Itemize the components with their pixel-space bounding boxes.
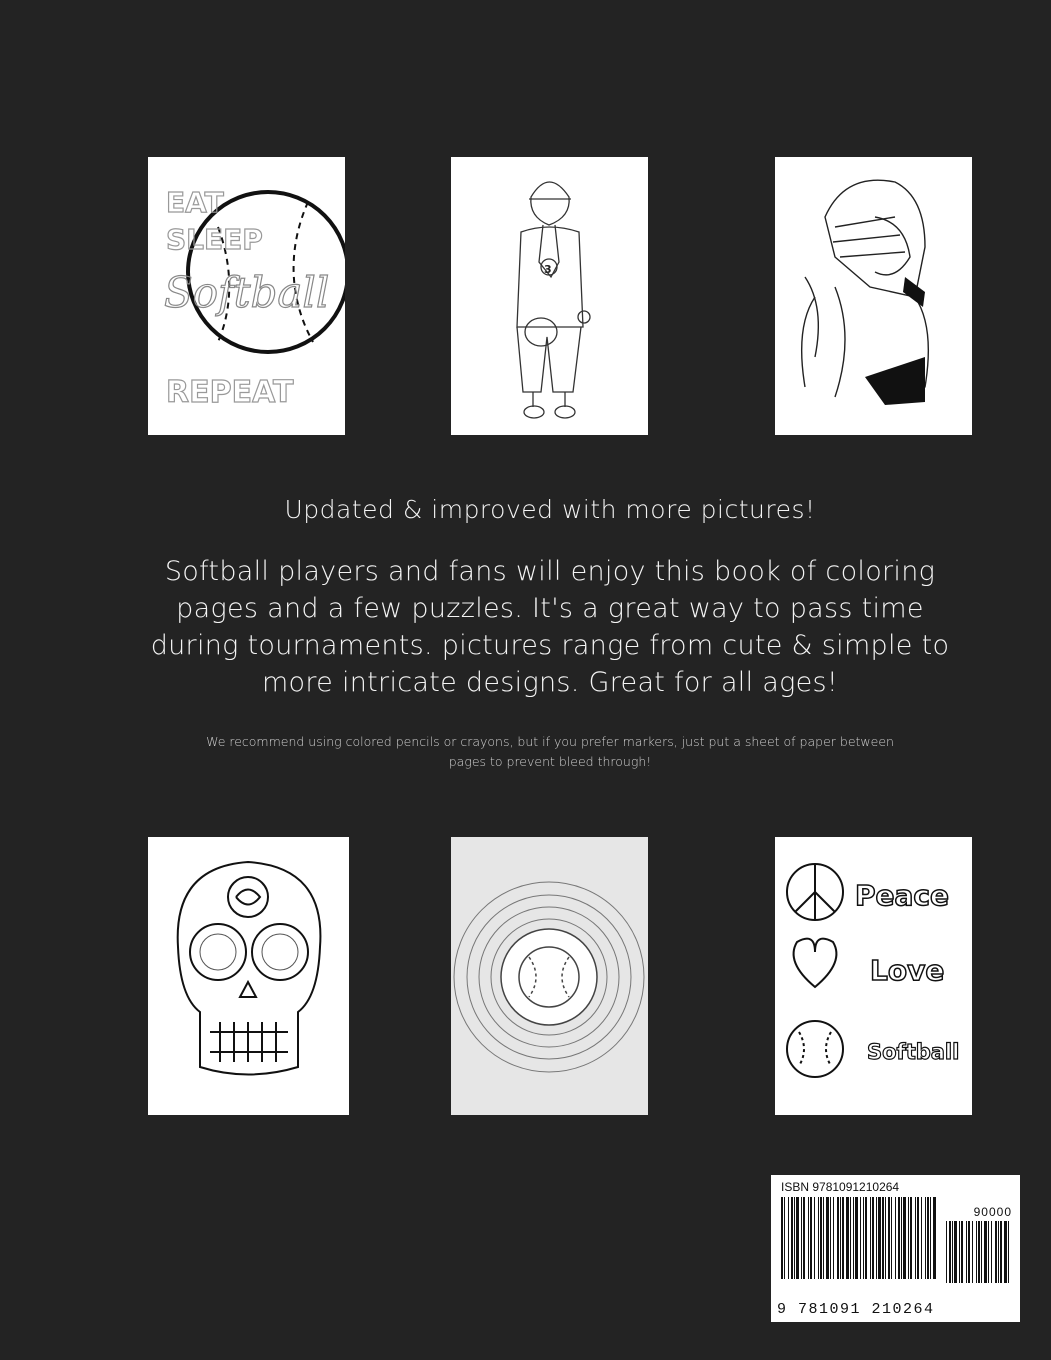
barcode-bar — [1004, 1221, 1007, 1283]
eat-word: EAT — [166, 186, 224, 219]
barcode-bar — [872, 1197, 874, 1279]
barcode-bar — [863, 1197, 864, 1279]
barcode-bar — [814, 1197, 815, 1279]
barcode-bar — [796, 1197, 799, 1279]
isbn-barcode — [771, 1175, 1020, 1322]
barcode-bar — [833, 1197, 834, 1279]
repeat-word: REPEAT — [166, 375, 294, 410]
barcode-bar — [917, 1197, 919, 1279]
peace-word: Peace — [855, 879, 949, 912]
barcode-bar — [991, 1221, 992, 1283]
barcode-bar — [903, 1197, 906, 1279]
barcode-bar — [988, 1221, 989, 1283]
barcode-bar — [1000, 1221, 1002, 1283]
barcode-bar — [850, 1197, 851, 1279]
love-word: Love — [870, 954, 945, 987]
barcode-bar — [961, 1221, 963, 1283]
barcode-bar — [837, 1197, 839, 1279]
barcode-bar — [853, 1197, 854, 1279]
jersey-number: 3 — [544, 263, 552, 276]
barcode-bar — [930, 1197, 931, 1279]
price-code: 90000 — [973, 1205, 1012, 1219]
softball-script-word: Softball — [164, 268, 330, 317]
barcode-bar — [876, 1197, 877, 1279]
peace-love-softball-thumbnail — [775, 837, 972, 1115]
barcode-bar — [794, 1197, 795, 1279]
barcode-bar — [978, 1221, 980, 1283]
barcode-bar — [910, 1197, 912, 1279]
barcode-bar — [791, 1197, 793, 1279]
barcode-bar — [898, 1197, 900, 1279]
barcode-bar — [888, 1197, 890, 1279]
barcode-bar — [878, 1197, 881, 1279]
barcode-bar — [927, 1197, 929, 1279]
barcode-bar — [998, 1221, 999, 1283]
barcode-bar — [921, 1197, 922, 1279]
barcode-bar — [842, 1197, 844, 1279]
barcode-bar — [895, 1197, 896, 1279]
barcode-bars — [775, 1195, 1016, 1303]
barcode-bar — [808, 1197, 809, 1279]
headline: Updated & improved with more pictures! — [284, 495, 816, 524]
barcode-bar — [820, 1197, 822, 1279]
barcode-bar — [972, 1221, 973, 1283]
barcode-bar — [901, 1197, 902, 1279]
barcode-bar — [1008, 1221, 1009, 1283]
recommendation-note: We recommend using colored pencils or crayons, but if you prefer markers, just put a sheet of paper between pages to prevent bleed through! — [206, 734, 894, 769]
barcode-bar — [966, 1221, 967, 1283]
mandala-softball-thumbnail — [451, 837, 648, 1115]
barcode-bar — [952, 1221, 953, 1283]
barcode-bar — [891, 1197, 892, 1279]
barcode-bar — [823, 1197, 824, 1279]
barcode-bar — [968, 1221, 970, 1283]
barcode-bar — [860, 1197, 861, 1279]
barcode-bar — [855, 1197, 858, 1279]
barcode-bar — [788, 1197, 789, 1279]
barcode-bar — [885, 1197, 886, 1279]
barcode-bar — [925, 1197, 926, 1279]
barcode-bar — [818, 1197, 819, 1279]
barcode-bar — [908, 1197, 909, 1279]
eat-sleep-softball-repeat-thumbnail — [148, 157, 345, 435]
sugar-skull-thumbnail — [148, 837, 349, 1115]
barcode-bar — [870, 1197, 871, 1279]
catcher-helmet-thumbnail — [775, 157, 972, 435]
barcode-bar — [826, 1197, 829, 1279]
player-back-thumbnail — [451, 157, 648, 435]
barcode-bar — [810, 1197, 812, 1279]
barcode-bar — [840, 1197, 841, 1279]
barcode-bar — [959, 1221, 960, 1283]
barcode-bar — [830, 1197, 831, 1279]
barcode-bar — [954, 1221, 957, 1283]
barcode-bar — [801, 1197, 802, 1279]
barcode-bar — [981, 1221, 982, 1283]
barcode-bar — [933, 1197, 936, 1279]
blurb: Softball players and fans will enjoy this book of coloring pages and a few puzzles. It's a great way to pass time during tournaments. pictures range from cute & simple to more intricate designs. Great for all ages! — [150, 556, 950, 698]
barcode-bar — [784, 1197, 785, 1279]
barcode-bar — [803, 1197, 805, 1279]
barcode-bar — [976, 1221, 977, 1283]
barcode-bar — [946, 1221, 947, 1283]
isbn-label: ISBN 9781091210264 — [781, 1180, 900, 1194]
barcode-bar — [846, 1197, 849, 1279]
isbn-digits: 9 781091 210264 — [777, 1301, 935, 1318]
barcode-bar — [882, 1197, 884, 1279]
softball-word: Softball — [867, 1040, 960, 1064]
barcode-bar — [949, 1221, 951, 1283]
barcode-bar — [984, 1221, 987, 1283]
barcode-bar — [865, 1197, 867, 1279]
barcode-bar — [915, 1197, 916, 1279]
barcode-bar — [781, 1197, 783, 1279]
sleep-word: SLEEP — [166, 223, 263, 256]
barcode-bar — [995, 1221, 997, 1283]
